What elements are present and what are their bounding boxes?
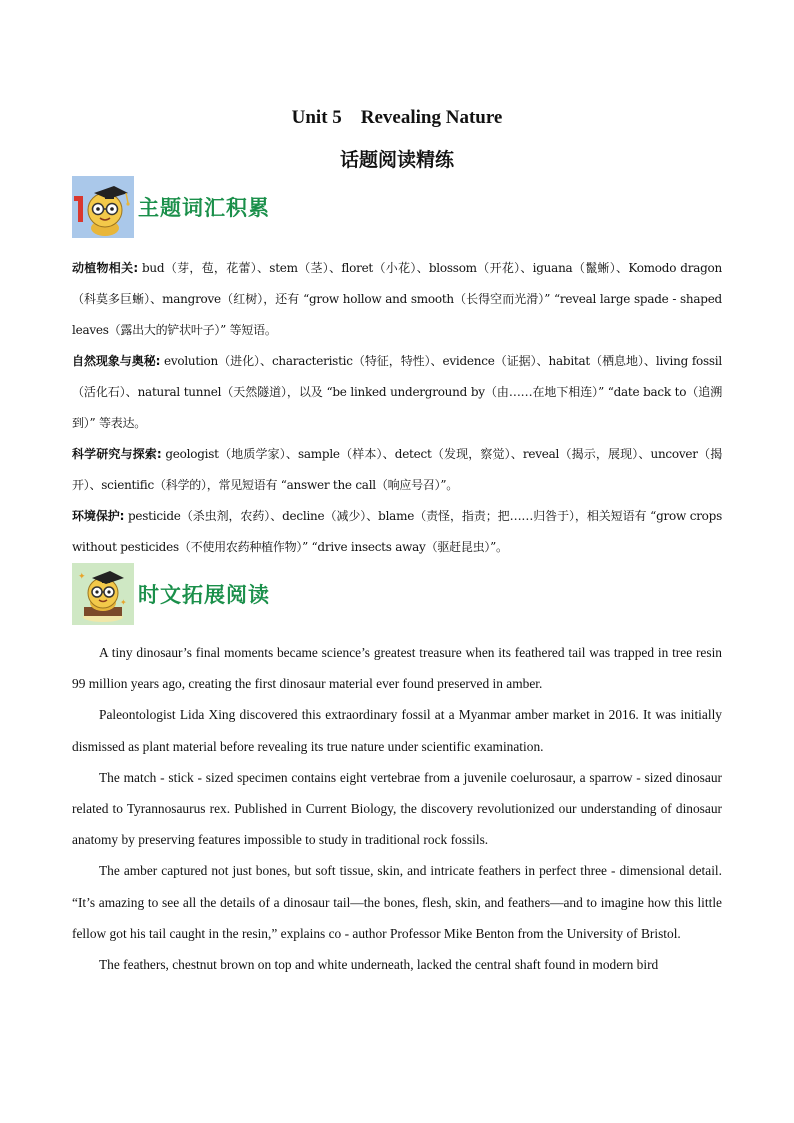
vocab-section-header	[72, 176, 270, 238]
vocab-item	[72, 346, 722, 439]
reading-paragraph: The amber captured not just bones, but soft tissue, skin, and intricate feathers in perfect three - dimensional detail. “It’s amazing to see all the details of a dinosaur tail—the bones, flesh, skin, and feathers—and to imagine how this little fellow got his tail caught in the resin,” explains co - author Professor Mike Benton from the University of Bristol.	[72, 863, 722, 941]
reading-section-heading: 时文拓展阅读	[138, 583, 270, 607]
vocab-item	[72, 439, 722, 501]
vocab-label: 动植物相关:	[72, 261, 138, 275]
reading-section-header	[72, 563, 270, 625]
page-title: Unit 5 Revealing Nature	[291, 107, 503, 128]
reading-paragraph: The feathers, chestnut brown on top and white underneath, lacked the central shaft found in modern bird	[99, 957, 659, 973]
page-subtitle: 话题阅读精练	[339, 149, 454, 171]
vocab-label: 自然现象与奥秘:	[72, 354, 161, 368]
vocab-item	[72, 253, 722, 346]
student-mascot-icon	[72, 563, 134, 625]
reading-paragraph: Paleontologist Lida Xing discovered this extraordinary fossil at a Myanmar amber market in 2016. It was initially dismissed as plant material before revealing its true nature under scientific examination.	[72, 707, 722, 754]
svg-text:✦: ✦	[78, 572, 86, 582]
student-mascot-icon	[72, 176, 134, 238]
vocab-text: geologist（地质学家）、sample（样本）、detect（发现，察觉）、reveal（揭示，展现）、uncover（揭开）、scientific（科学的），常见短语有 “answer the call（响应号召）”。	[72, 447, 722, 492]
vocab-item	[72, 501, 722, 563]
vocab-text: evolution（进化）、characteristic（特征，特性）、evidence（证据）、habitat（栖息地）、living fossil（活化石）、natural tunnel（天然隧道），以及 “be linked underground by（由……在地下相连）” “date back to（追溯到）” 等表达。	[72, 354, 722, 430]
vocab-text: pesticide（杀虫剂，农药）、decline（减少）、blame（责怪，指责；把……归咎于），相关短语有 “grow crops without pesticides（不使用农药种植作物）” “drive insects away（驱赶昆虫）”。	[72, 509, 722, 554]
reading-passage	[72, 637, 722, 980]
vocab-label: 环境保护:	[72, 509, 125, 523]
reading-paragraph: The match - stick - sized specimen contains eight vertebrae from a juvenile coelurosaur, a sparrow - sized dinosaur related to Tyrannosaurus rex. Published in Current Biology, the discovery revolutionized our understanding of dinosaur anatomy by preserving features impossible to study in traditional rock fossils.	[72, 769, 722, 848]
vocab-text: bud（芽，苞，花蕾）、stem（茎）、floret（小花）、blossom（开花）、iguana（鬣蜥）、Komodo dragon（科莫多巨蜥）、mangrove（红树），还有 “grow hollow and smooth（长得空而光滑）” “reveal large spade - shaped leaves（露出大的铲状叶子）” 等短语。	[72, 261, 722, 337]
vocab-list	[72, 253, 722, 563]
vocab-label: 科学研究与探索:	[72, 447, 162, 461]
vocab-section-heading: 主题词汇积累	[138, 196, 270, 220]
reading-paragraph: A tiny dinosaur’s final moments became science’s greatest treasure when its feathered tail was trapped in tree resin 99 million years ago, creating the first dinosaur material ever found preserved in amber.	[72, 645, 722, 692]
svg-text:✦: ✦	[120, 598, 127, 607]
